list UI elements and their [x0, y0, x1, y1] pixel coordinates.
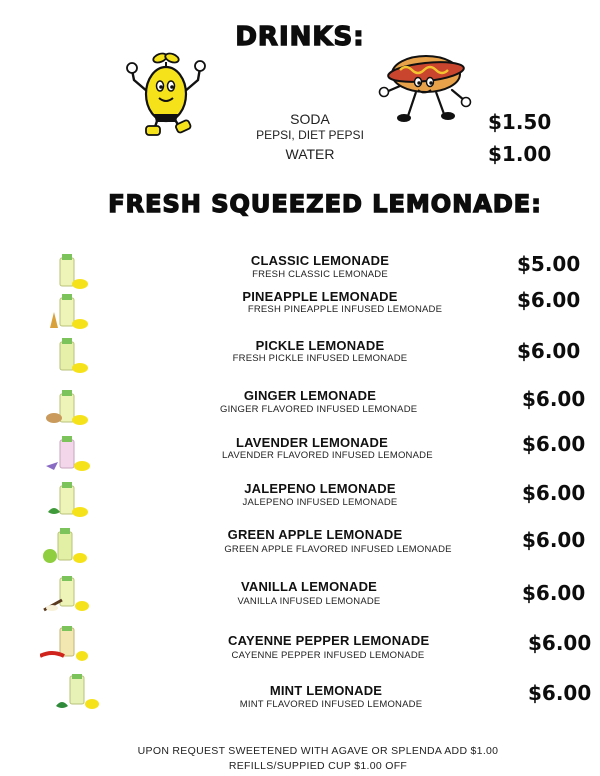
footer-refill-note: REFILLS/SUPPIED CUP $1.00 OFF	[228, 760, 408, 772]
lemonade-glass-icon	[44, 390, 92, 426]
menu-item-price: $6.00	[522, 528, 586, 552]
lemonade-glass-icon	[44, 482, 92, 518]
menu-item-price: $6.00	[517, 288, 581, 312]
menu-item-price: $6.00	[517, 339, 581, 363]
soda-sub-label: PEPSI, DIET PEPSI	[256, 128, 364, 142]
lemonade-glass-icon	[54, 674, 102, 710]
menu-item-price: $6.00	[528, 681, 592, 705]
menu-item-name: VANILLA LEMONADE	[240, 579, 378, 594]
drinks-title: DRINKS:	[235, 22, 365, 52]
menu-item-desc: GINGER FLAVORED INFUSED LEMONADE	[220, 404, 418, 415]
menu-item-price: $6.00	[522, 432, 586, 456]
menu-item-desc: VANILLA INFUSED LEMONADE	[237, 596, 381, 607]
menu-item-desc: FRESH CLASSIC LEMONADE	[252, 269, 388, 280]
menu-item-price: $5.00	[517, 252, 581, 276]
lemonade-glass-icon	[44, 254, 92, 290]
lemonade-title: FRESH SQUEEZED LEMONADE:	[108, 190, 542, 218]
menu-item-desc: FRESH PICKLE INFUSED LEMONADE	[232, 353, 408, 364]
soda-price: $1.50	[488, 110, 552, 134]
menu-item-desc: LAVENDER FLAVORED INFUSED LEMONADE	[222, 450, 433, 461]
lemonade-glass-icon	[44, 294, 92, 330]
lemonade-glass-icon	[40, 528, 88, 564]
menu-item-name: CAYENNE PEPPER LEMONADE	[228, 633, 430, 648]
lemonade-glass-icon	[40, 626, 88, 662]
lemonade-glass-icon	[42, 576, 90, 612]
footer-sweetener-note: UPON REQUEST SWEETENED WITH AGAVE OR SPLENDA ADD $1.00	[137, 745, 499, 757]
menu-item-price: $6.00	[522, 481, 586, 505]
lemon-mascot-icon	[124, 50, 210, 138]
water-label: WATER	[285, 146, 335, 162]
menu-item-name: JALEPENO LEMONADE	[244, 481, 396, 496]
menu-item-desc: JALEPENO INFUSED LEMONADE	[242, 497, 398, 508]
menu-item-price: $6.00	[528, 631, 592, 655]
menu-item-name: PICKLE LEMONADE	[255, 338, 385, 353]
menu-item-name: MINT LEMONADE	[269, 683, 383, 698]
menu-item-desc: MINT FLAVORED INFUSED LEMONADE	[239, 699, 423, 710]
lemonade-glass-icon	[44, 338, 92, 374]
lemonade-glass-icon	[44, 436, 92, 472]
menu-item-name: PINEAPPLE LEMONADE	[242, 289, 398, 304]
menu-item-desc: CAYENNE PEPPER INFUSED LEMONADE	[231, 650, 425, 661]
water-price: $1.00	[488, 142, 552, 166]
menu-item-desc: FRESH PINEAPPLE INFUSED LEMONADE	[247, 304, 443, 315]
menu-item-price: $6.00	[522, 387, 586, 411]
soda-label: SODA	[290, 111, 330, 127]
menu-item-desc: GREEN APPLE FLAVORED INFUSED LEMONADE	[224, 544, 452, 555]
hotdog-mascot-icon	[378, 50, 474, 126]
menu-item-name: LAVENDER LEMONADE	[236, 435, 388, 450]
menu-item-name: CLASSIC LEMONADE	[250, 253, 390, 268]
menu-item-price: $6.00	[522, 581, 586, 605]
menu-item-name: GREEN APPLE LEMONADE	[227, 527, 403, 542]
menu-item-name: GINGER LEMONADE	[243, 388, 377, 403]
